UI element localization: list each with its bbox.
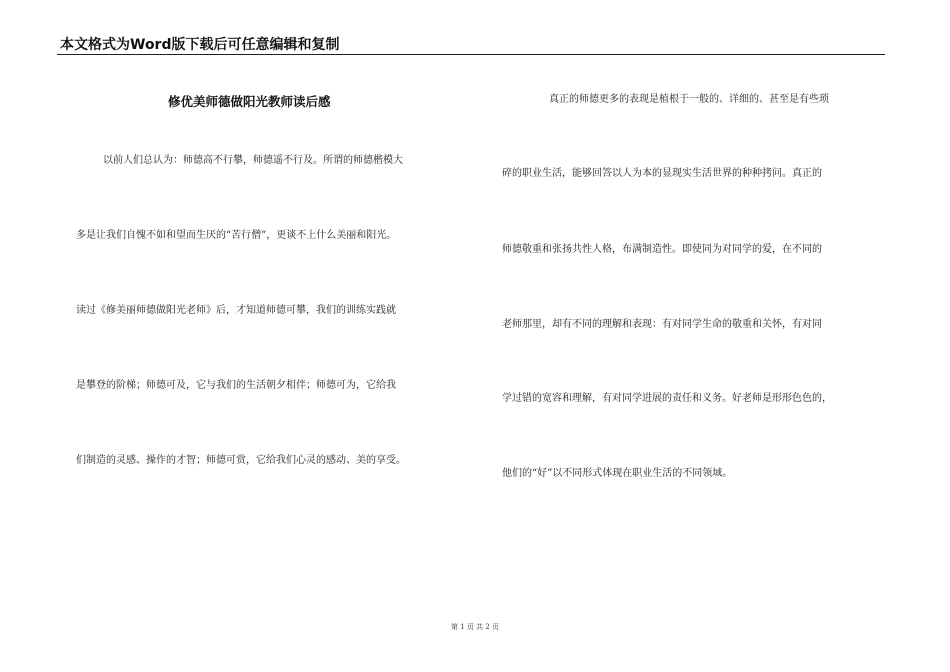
- left-paragraph-line: 读过《修美丽师德做阳光老师》后，才知道师德可攀，我们的训练实践就: [76, 305, 396, 316]
- left-paragraph-line: 是攀登的阶梯；师德可及，它与我们的生活朝夕相伴；师德可为，它给我: [76, 380, 396, 391]
- right-paragraph-line: 真正的师德更多的表现是植根于一般的、详细的、甚至是有些琐: [549, 94, 829, 105]
- left-paragraph-line: 多是让我们自愧不如和望而生厌的“苦行僧”，更谈不上什么美丽和阳光。: [76, 230, 397, 241]
- right-paragraph-line: 碎的职业生活，能够回答以人为本的显现实生活世界的种种拷问。真正的: [502, 168, 822, 179]
- right-paragraph-line: 老师那里，却有不同的理解和表现：有对同学生命的敬重和关怀，有对同: [502, 319, 822, 330]
- header-divider: [57, 54, 885, 55]
- left-paragraph-line: 以前人们总认为：师德高不行攀，师德遥不行及。所谓的师德楷模大: [103, 155, 403, 166]
- page-number-footer: 第 1 页 共 2 页: [450, 623, 500, 631]
- right-paragraph-line: 他们的“好”以不同形式体现在职业生活的不同领域。: [502, 468, 733, 479]
- document-header-banner: 本文格式为Word版下载后可任意编辑和复制: [60, 37, 340, 53]
- right-paragraph-line: 学过错的宽容和理解，有对同学进展的责任和义务。好老师是形形色色的，: [502, 393, 832, 404]
- right-paragraph-line: 师德敬重和张扬共性人格，布满制造性。即使同为对同学的爱，在不同的: [502, 244, 822, 255]
- document-title: 修优美师德做阳光教师读后感: [168, 94, 331, 109]
- left-paragraph-line: 们制造的灵感、操作的才智；师德可赏，它给我们心灵的感动、美的享受。: [76, 455, 406, 466]
